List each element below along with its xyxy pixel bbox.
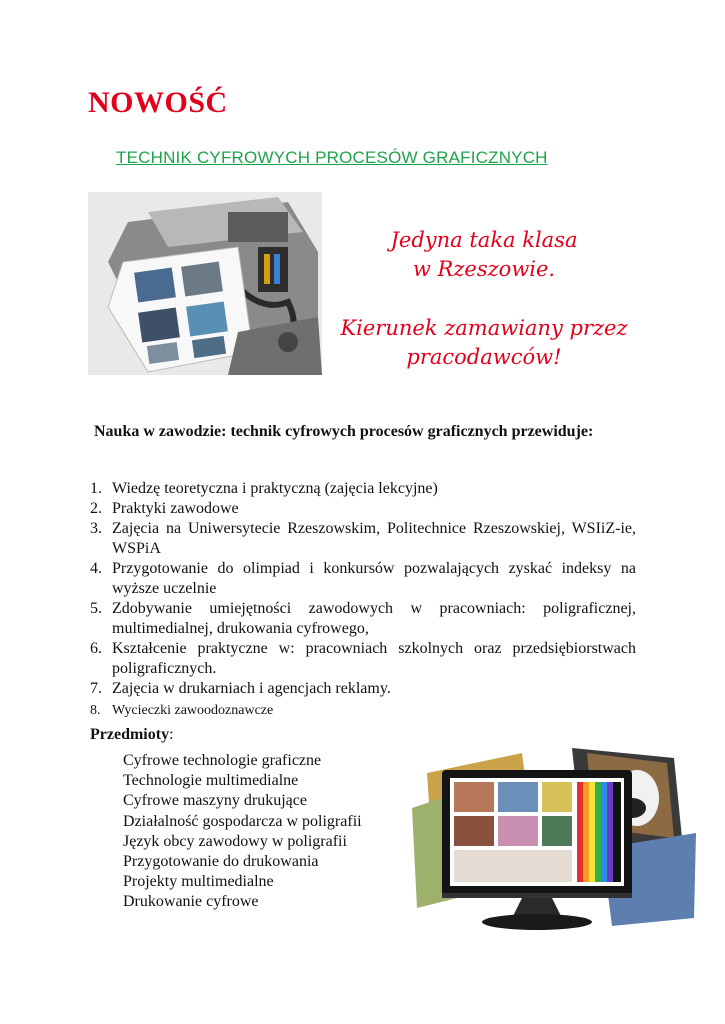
- subject-item: Język obcy zawodowy w poligrafii: [123, 832, 347, 850]
- list-item: [90, 599, 636, 639]
- list-text: Wycieczki zawoodoznawcze: [112, 703, 274, 718]
- list-item: [90, 679, 636, 699]
- list-text: Kształcenie praktyczne w: pracowniach szkolnych oraz przedsiębiorstwach poligraficznych.: [112, 640, 636, 677]
- list-item: [90, 519, 636, 559]
- list-number: 3.: [90, 520, 102, 537]
- list-item: [90, 639, 636, 679]
- printer-illustration: [88, 192, 322, 375]
- list-text: Wiedzę teoretyczna i praktyczną (zajęcia lekcyjne): [112, 480, 438, 497]
- subjects-list: [123, 751, 362, 913]
- subject-item: Drukowanie cyfrowe: [123, 893, 259, 911]
- tagline-unique-class: [334, 226, 634, 284]
- tagline-line: pracodawców!: [406, 345, 562, 369]
- list-item: [90, 479, 636, 499]
- tagline-line: Kierunek zamawiany przez: [340, 316, 628, 340]
- list-text: Zdobywanie umiejętności zawodowych w pracowniach: poligraficznej, multimedialnej, drukowania cyfrowego,: [112, 600, 636, 637]
- monitor-illustration: [412, 748, 696, 938]
- list-number: 1.: [90, 480, 102, 497]
- monitor-photo: [412, 748, 696, 938]
- subject-item: Projekty multimedialne: [123, 873, 274, 891]
- program-list: [90, 479, 636, 721]
- tagline-line: Jedyna taka klasa: [390, 228, 578, 252]
- subject-item: Cyfrowe technologie graficzne: [123, 752, 322, 769]
- page-title: NOWOŚĆ: [88, 86, 228, 119]
- list-number: 2.: [90, 500, 102, 517]
- list-text: Zajęcia w drukarniach i agencjach reklamy.: [112, 680, 391, 697]
- list-number: 5.: [90, 600, 102, 617]
- list-item: [90, 559, 636, 599]
- intro-paragraph: [90, 422, 636, 441]
- list-text: Praktyki zawodowe: [112, 500, 239, 517]
- subject-item: Cyfrowe maszyny drukujące: [123, 792, 307, 810]
- subject-item: Przygotowanie do drukowania: [123, 853, 319, 871]
- list-number: 4.: [90, 560, 102, 577]
- list-number: 7.: [90, 680, 102, 697]
- list-text: Zajęcia na Uniwersytecie Rzeszowskim, Politechnice Rzeszowskiej, WSIiZ-ie, WSPiA: [112, 520, 636, 557]
- subject-item: Technologie multimedialne: [123, 772, 299, 790]
- printer-photo: [88, 192, 322, 375]
- tagline-line: w Rzeszowie.: [412, 257, 556, 281]
- list-item: [90, 499, 636, 519]
- intro-text: Nauka w zawodzie: technik cyfrowych procesów graficznych przewiduje:: [94, 423, 594, 440]
- list-number: 6.: [90, 640, 102, 657]
- list-item: [90, 701, 636, 721]
- subject-item: Działalność gospodarcza w poligrafii: [123, 812, 362, 830]
- subjects-heading-colon: :: [169, 726, 174, 743]
- page-subtitle: TECHNIK CYFROWYCH PROCESÓW GRAFICZNYCH: [116, 148, 548, 167]
- list-text: Przygotowanie do olimpiad i konkursów pozwalających zyskać indeksy na wyższe uczelnie: [112, 560, 636, 597]
- tagline-employers: [334, 314, 634, 372]
- list-number: 8.: [90, 703, 101, 718]
- subjects-heading-label: Przedmioty: [90, 726, 170, 743]
- subjects-heading: [90, 726, 174, 744]
